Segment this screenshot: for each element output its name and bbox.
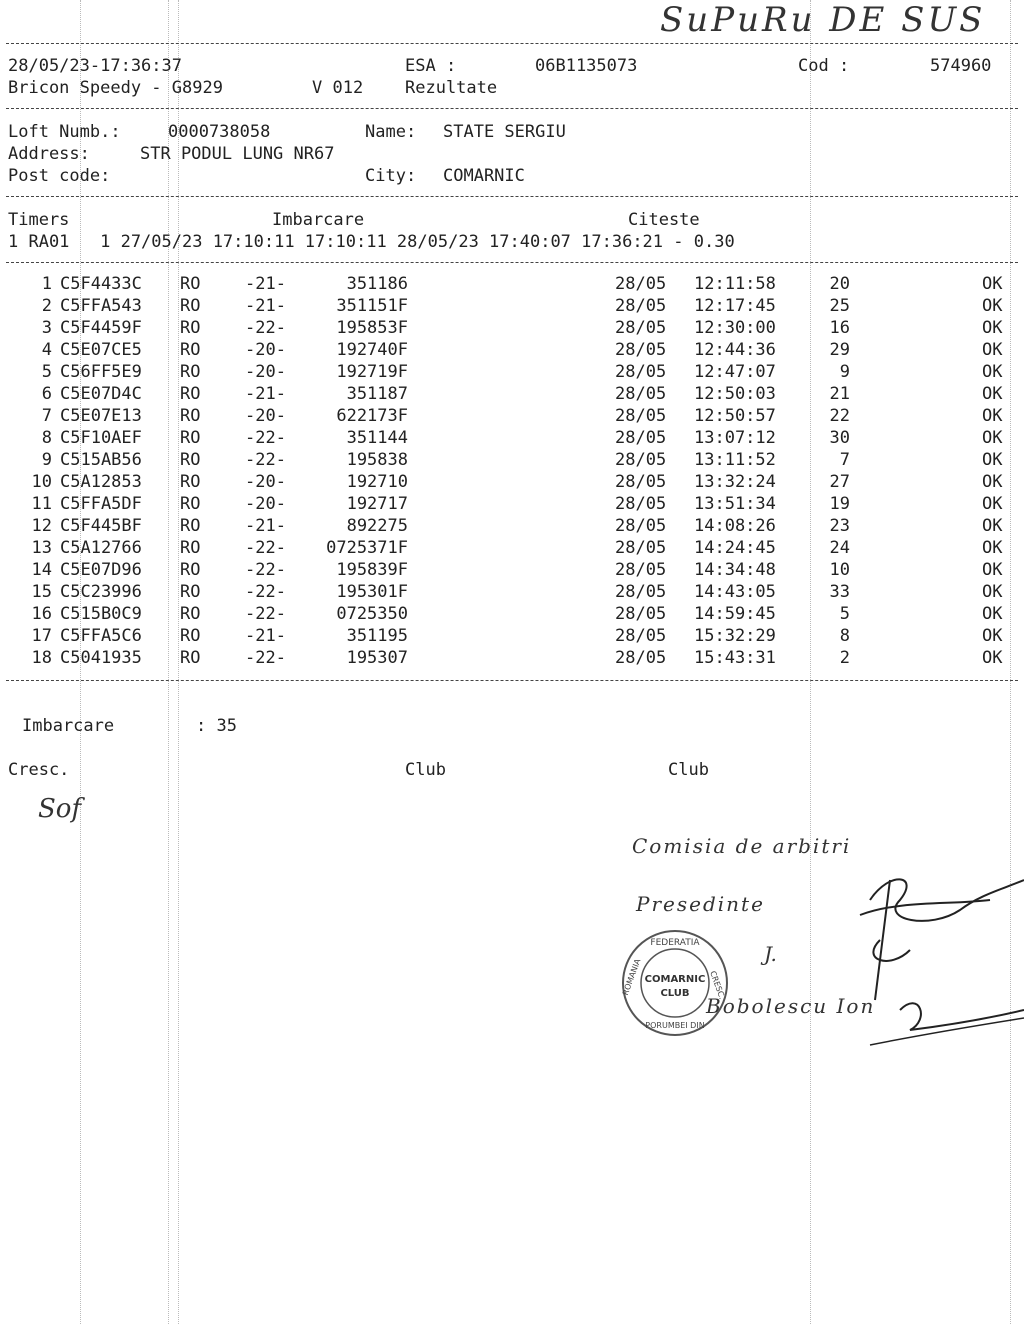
loft-number-value: 0000738058 [168,122,271,142]
row-chip-id: C5E07CE5 [60,340,142,360]
row-place: 22 [829,406,850,426]
cod-value: 574960 [930,56,992,76]
table-row [0,471,1024,493]
row-ring: 192717 [346,494,408,514]
row-status: OK [982,538,1003,558]
row-status: OK [982,384,1003,404]
name-label: Name: [365,122,417,142]
row-ring: 195839F [336,560,408,580]
esa-label: ESA : [405,56,457,76]
row-time: 12:30:00 [694,318,776,338]
row-year: -20- [245,362,286,382]
row-status: OK [982,582,1003,602]
row-time: 14:34:48 [694,560,776,580]
row-chip-id: C5F4459F [60,318,142,338]
table-row [0,273,1024,295]
stamp-bottom-text: PORUMBEI DIN [645,1021,705,1030]
row-time: 12:50:57 [694,406,776,426]
cod-label: Cod : [798,56,850,76]
row-time: 14:08:26 [694,516,776,536]
imbarcare-total-value: : 35 [196,716,237,736]
row-ring: 195853F [336,318,408,338]
row-country: RO [180,340,201,360]
row-chip-id: C5C23996 [60,582,142,602]
row-number: 2 [41,296,52,316]
row-place: 24 [829,538,850,558]
row-time: 15:32:29 [694,626,776,646]
table-row [0,383,1024,405]
row-year: -21- [245,516,286,536]
row-date: 28/05 [615,560,667,580]
row-ring: 622173F [336,406,408,426]
timers-line: 1 RA01 1 27/05/23 17:10:11 17:10:11 28/05/23 17:40:07 17:36:21 - 0.30 [8,232,735,252]
row-date: 28/05 [615,384,667,404]
row-country: RO [180,406,201,426]
cresc-label: Cresc. [8,760,70,780]
row-ring: 192740F [336,340,408,360]
row-year: -21- [245,626,286,646]
row-place: 5 [839,604,850,624]
row-chip-id: C5FFA543 [60,296,142,316]
row-place: 20 [829,274,850,294]
row-date: 28/05 [615,406,667,426]
row-ring: 351195 [346,626,408,646]
postcode-label: Post code: [8,166,111,186]
row-ring: 195301F [336,582,408,602]
row-date: 28/05 [615,516,667,536]
row-place: 2 [839,648,850,668]
loft-number-label: Loft Numb.: [8,122,121,142]
city-label: City: [365,166,417,186]
row-country: RO [180,274,201,294]
address-label: Address: [8,144,90,164]
row-time: 14:43:05 [694,582,776,602]
row-year: -20- [245,494,286,514]
row-country: RO [180,296,201,316]
signature [830,860,1024,1060]
row-year: -22- [245,582,286,602]
row-ring: 0725350 [336,604,408,624]
row-number: 6 [41,384,52,404]
device-version: V 012 [312,78,364,98]
row-date: 28/05 [615,648,667,668]
row-number: 1 [41,274,52,294]
row-status: OK [982,560,1003,580]
row-chip-id: C5041935 [60,648,142,668]
row-year: -22- [245,538,286,558]
table-row [0,339,1024,361]
row-year: -20- [245,340,286,360]
row-date: 28/05 [615,274,667,294]
esa-value: 06B1135073 [535,56,638,76]
divider [6,108,1018,109]
row-place: 16 [829,318,850,338]
row-country: RO [180,604,201,624]
timers-citeste-label: Citeste [628,210,700,230]
row-time: 14:59:45 [694,604,776,624]
row-date: 28/05 [615,626,667,646]
row-country: RO [180,626,201,646]
row-date: 28/05 [615,340,667,360]
address-value: STR PODUL LUNG NR67 [140,144,335,164]
row-status: OK [982,274,1003,294]
stamp-center-text: COMARNIC [644,974,706,985]
row-time: 14:24:45 [694,538,776,558]
row-ring: 351144 [346,428,408,448]
row-country: RO [180,428,201,448]
row-year: -22- [245,604,286,624]
row-country: RO [180,494,201,514]
row-place: 30 [829,428,850,448]
row-status: OK [982,428,1003,448]
row-chip-id: C5F445BF [60,516,142,536]
row-date: 28/05 [615,494,667,514]
row-number: 14 [31,560,52,580]
row-place: 21 [829,384,850,404]
row-place: 8 [839,626,850,646]
club-label-2: Club [668,760,709,780]
handwritten-note: J. [764,942,777,966]
row-ring: 351186 [346,274,408,294]
divider [6,43,1018,44]
row-status: OK [982,296,1003,316]
row-time: 12:17:45 [694,296,776,316]
row-number: 13 [31,538,52,558]
row-year: -21- [245,384,286,404]
row-time: 12:50:03 [694,384,776,404]
row-chip-id: C5E07D4C [60,384,142,404]
row-status: OK [982,648,1003,668]
row-year: -20- [245,472,286,492]
row-status: OK [982,472,1003,492]
row-ring: 192710 [346,472,408,492]
row-time: 12:47:07 [694,362,776,382]
row-chip-id: C5FFA5DF [60,494,142,514]
row-year: -22- [245,560,286,580]
handwritten-note: Presedinte [636,892,765,916]
row-chip-id: C515AB56 [60,450,142,470]
row-status: OK [982,626,1003,646]
table-row [0,581,1024,603]
row-place: 25 [829,296,850,316]
handwritten-initials: Sof [38,794,82,824]
timers-imbarcare-label: Imbarcare [272,210,365,230]
row-chip-id: C5F4433C [60,274,142,294]
row-status: OK [982,494,1003,514]
table-row [0,405,1024,427]
table-row [0,449,1024,471]
club-label-1: Club [405,760,446,780]
row-ring: 892275 [346,516,408,536]
table-row [0,317,1024,339]
row-status: OK [982,516,1003,536]
row-number: 17 [31,626,52,646]
row-date: 28/05 [615,428,667,448]
club-stamp [620,928,730,1038]
row-country: RO [180,538,201,558]
row-country: RO [180,472,201,492]
row-time: 13:32:24 [694,472,776,492]
row-date: 28/05 [615,472,667,492]
device-name: Bricon Speedy - G8929 [8,78,223,98]
table-row [0,295,1024,317]
row-status: OK [982,406,1003,426]
row-place: 19 [829,494,850,514]
stamp-left-text: ROMANIA [620,957,643,997]
row-chip-id: C5A12766 [60,538,142,558]
row-country: RO [180,648,201,668]
row-year: -22- [245,428,286,448]
row-chip-id: C5E07E13 [60,406,142,426]
row-chip-id: C56FF5E9 [60,362,142,382]
mode-label: Rezultate [405,78,498,98]
divider [6,196,1018,197]
row-year: -22- [245,648,286,668]
row-chip-id: C5FFA5C6 [60,626,142,646]
row-date: 28/05 [615,450,667,470]
table-row [0,427,1024,449]
row-country: RO [180,384,201,404]
row-status: OK [982,318,1003,338]
table-row [0,603,1024,625]
row-number: 18 [31,648,52,668]
handwritten-note: Comisia de arbitri [632,834,852,858]
header-datetime: 28/05/23-17:36:37 [8,56,182,76]
city-value: COMARNIC [443,166,525,186]
row-place: 9 [839,362,850,382]
row-number: 7 [41,406,52,426]
row-chip-id: C5F10AEF [60,428,142,448]
row-date: 28/05 [615,538,667,558]
row-time: 12:44:36 [694,340,776,360]
row-status: OK [982,450,1003,470]
row-year: -20- [245,406,286,426]
stamp-top-text: FEDERATIA [650,938,700,948]
row-chip-id: C5E07D96 [60,560,142,580]
row-year: -22- [245,318,286,338]
row-number: 8 [41,428,52,448]
name-value: STATE SERGIU [443,122,566,142]
row-chip-id: C515B0C9 [60,604,142,624]
row-time: 13:07:12 [694,428,776,448]
row-status: OK [982,340,1003,360]
row-time: 13:51:34 [694,494,776,514]
row-number: 3 [41,318,52,338]
imbarcare-total-label: Imbarcare [22,716,115,736]
row-place: 33 [829,582,850,602]
row-number: 10 [31,472,52,492]
row-date: 28/05 [615,604,667,624]
table-row [0,361,1024,383]
row-country: RO [180,362,201,382]
handwritten-header: SuPuRu DE SUS [660,0,986,40]
row-date: 28/05 [615,582,667,602]
row-ring: 351151F [336,296,408,316]
row-number: 4 [41,340,52,360]
row-country: RO [180,450,201,470]
row-ring: 195838 [346,450,408,470]
table-row [0,625,1024,647]
stamp-side-text: CRESC. [708,969,727,1001]
table-row [0,515,1024,537]
row-place: 27 [829,472,850,492]
row-time: 15:43:31 [694,648,776,668]
row-ring: 351187 [346,384,408,404]
table-row [0,559,1024,581]
row-country: RO [180,516,201,536]
table-row [0,493,1024,515]
row-ring: 0725371F [326,538,408,558]
row-country: RO [180,560,201,580]
table-row [0,647,1024,669]
divider [6,262,1018,263]
row-number: 5 [41,362,52,382]
row-place: 10 [829,560,850,580]
row-year: -21- [245,296,286,316]
row-ring: 195307 [346,648,408,668]
row-chip-id: C5A12853 [60,472,142,492]
row-date: 28/05 [615,318,667,338]
row-country: RO [180,582,201,602]
row-date: 28/05 [615,362,667,382]
handwritten-note: Bobolescu Ion [706,994,876,1018]
row-place: 29 [829,340,850,360]
row-year: -21- [245,274,286,294]
row-status: OK [982,362,1003,382]
row-time: 12:11:58 [694,274,776,294]
row-place: 7 [839,450,850,470]
row-country: RO [180,318,201,338]
row-place: 23 [829,516,850,536]
divider [6,680,1018,681]
row-time: 13:11:52 [694,450,776,470]
stamp-center-text: CLUB [660,988,690,999]
row-number: 9 [41,450,52,470]
row-year: -22- [245,450,286,470]
row-number: 15 [31,582,52,602]
row-number: 12 [31,516,52,536]
row-date: 28/05 [615,296,667,316]
table-row [0,537,1024,559]
row-status: OK [982,604,1003,624]
row-ring: 192719F [336,362,408,382]
row-number: 11 [31,494,52,514]
timers-label: Timers [8,210,70,230]
row-number: 16 [31,604,52,624]
